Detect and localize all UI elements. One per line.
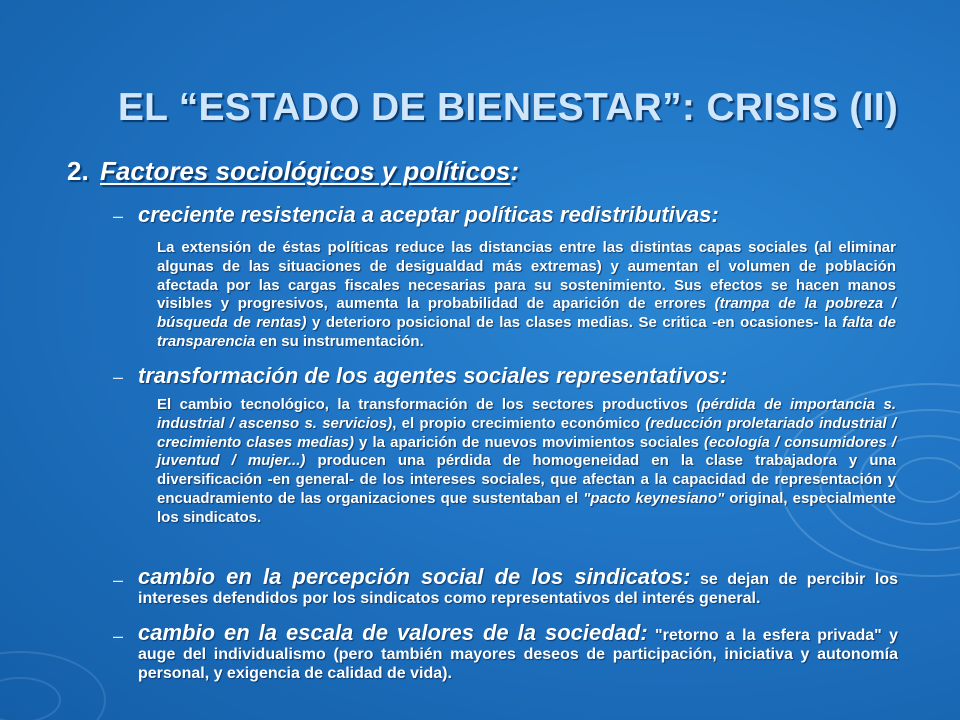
paragraph-run: producen una pérdida de homogeneidad en la clase trabajadora y una diversificación -en general- de los intereses sociales, que afectan a la capacidad de representación y encuadramiento de las organizaciones que sustentaban el (157, 452, 896, 507)
bullet-paragraph-1 (157, 239, 896, 352)
dash-bullet: – (113, 367, 124, 387)
slide-title: EL “ESTADO DE BIENESTAR”: CRISIS (II) (117, 86, 899, 129)
section-colon: : (510, 156, 519, 186)
bullet-item-1 (113, 202, 898, 228)
paragraph-run: y la aparición de nuevos movimientos sociales (353, 433, 704, 451)
bullet-heading-1: creciente resistencia a aceptar políticas redistributivas: (138, 202, 719, 227)
paragraph-run: La extensión de éstas políticas reduce las distancias entre las distintas capas sociales (al eliminar algunas de las situaciones de desigualdad más extremas) y aumentan el volumen de población afectada por las cargas fiscales necesarias para su sostenimiento. Sus efectos se hacen manos visibles y progresivos, aumenta la probabilidad de aparición de errores (157, 239, 896, 313)
bullet-rest-3: se dejan de percibir los intereses defendidos por los sindicatos como representativos del interés general. (138, 571, 898, 607)
paragraph-run: El cambio tecnológico, la transformación de los sectores productivos (157, 396, 697, 413)
bullet-text-4 (138, 621, 898, 683)
bullet-item-2 (113, 363, 898, 389)
section-number: 2. (67, 156, 89, 186)
bullet-item-4 (113, 621, 898, 683)
paragraph-run: original, especialmente los sindicatos. (157, 489, 897, 526)
section-label: Factores sociológicos y políticos (100, 156, 511, 186)
paragraph-italic-run: (ecología / consumidores / juventud / mujer...) (157, 433, 896, 470)
bullet-item-3 (113, 565, 898, 608)
paragraph-italic-run: (pérdida de importancia s. industrial / ascenso s. servicios) (157, 396, 896, 432)
paragraph-run: y deterioro posicional de las clases medias. Se critica -en ocasiones- la (306, 314, 843, 332)
bullet-heading-2: transformación de los agentes sociales representativos: (138, 363, 728, 388)
paragraph-italic-run: falta de transparencia (157, 314, 896, 350)
bullet-lead-3: cambio en la percepción social de los sindicatos: (138, 564, 691, 589)
paragraph-italic-run: "pacto keynesiano" (583, 489, 725, 507)
bullet-rest-4: "retorno a la esfera privada" y auge del individualismo (pero también mayores deseos de participación, iniciativa y autonomía personal, y exigencia de calidad de vida). (138, 627, 898, 682)
paragraph-italic-run: (reducción proletariado industrial / crecimiento clases medias) (157, 414, 896, 451)
dash-bullet: – (113, 206, 124, 226)
bullet-paragraph-2 (157, 396, 896, 528)
paragraph-run: en su instrumentación. (255, 332, 424, 350)
bullet-lead-4: cambio en la escala de valores de la sociedad: (138, 620, 648, 645)
section-heading (67, 156, 519, 187)
dash-bullet: – (113, 626, 124, 646)
dash-bullet: – (113, 570, 124, 590)
paragraph-italic-run: (trampa de la pobreza / búsqueda de rentas) (157, 295, 896, 332)
paragraph-run: , el propio crecimiento económico (392, 414, 646, 432)
bullet-text-3 (138, 565, 898, 608)
